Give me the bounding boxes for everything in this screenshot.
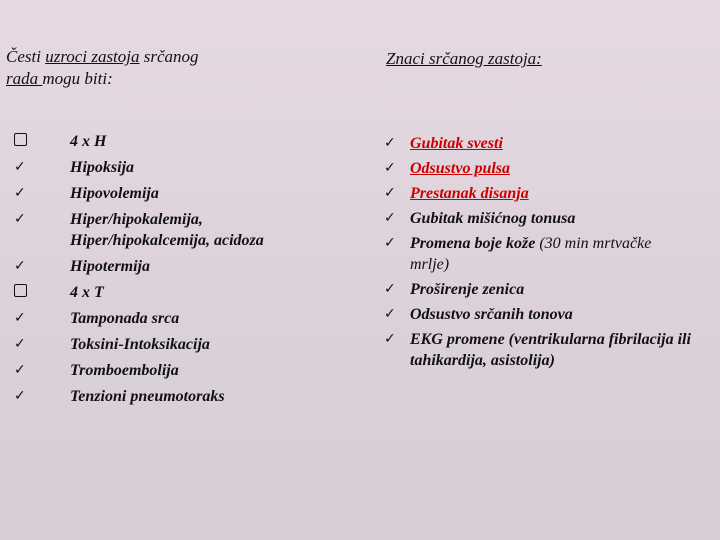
sign-item xyxy=(384,304,694,325)
sign-item xyxy=(384,183,694,204)
check-icon: ✓ xyxy=(384,160,396,176)
cause-item xyxy=(14,282,344,303)
sign-item xyxy=(384,329,694,371)
cause-text: Hipoksija xyxy=(70,159,135,176)
square-bullet-icon xyxy=(14,282,27,303)
right-heading-text: Znaci srčanog zastoja: xyxy=(386,49,542,68)
check-icon: ✓ xyxy=(384,235,396,251)
cause-text: Hipovolemija xyxy=(70,185,159,202)
sign-text: Promena boje kože xyxy=(410,235,536,252)
check-icon: ✓ xyxy=(14,185,26,201)
cause-text: Hipotermija xyxy=(70,258,150,275)
check-icon: ✓ xyxy=(384,281,396,297)
cause-text: 4 x H xyxy=(70,133,107,150)
sign-tail-text: (30 min mrtvačke mrlje) xyxy=(410,235,652,273)
check-icon: ✓ xyxy=(14,159,26,175)
cause-subtext: Hiper/hipokalcemija, acidoza xyxy=(70,232,264,249)
sign-item xyxy=(384,133,694,154)
cause-text: Tamponada srca xyxy=(70,310,180,327)
sign-item xyxy=(384,158,694,179)
left-heading-u1: uzroci zastoja xyxy=(45,47,140,66)
check-icon: ✓ xyxy=(384,185,396,201)
cause-item xyxy=(14,183,344,204)
left-heading-u2: rada xyxy=(6,69,43,88)
left-heading-b: srčanog xyxy=(139,47,199,66)
sign-text: EKG promene (ventrikularna fibrilacija ili tahikardija, asistolija) xyxy=(410,331,691,369)
check-icon: ✓ xyxy=(384,306,396,322)
causes-list xyxy=(14,131,344,412)
check-icon: ✓ xyxy=(14,336,26,352)
check-icon: ✓ xyxy=(14,258,26,274)
sign-text: Odsustvo pulsa xyxy=(410,160,511,177)
cause-item xyxy=(14,360,344,381)
check-icon: ✓ xyxy=(14,310,26,326)
cause-item xyxy=(14,131,344,152)
square-bullet-icon xyxy=(14,131,27,152)
cause-item xyxy=(14,308,344,329)
cause-text: Tromboembolija xyxy=(70,362,179,379)
cause-text: Hiper/hipokalemija, xyxy=(70,211,203,228)
left-heading-a: Česti xyxy=(6,47,46,66)
check-icon: ✓ xyxy=(14,388,26,404)
sign-text: Odsustvo srčanih tonova xyxy=(410,306,573,323)
sign-text: Gubitak mišićnog tonusa xyxy=(410,210,576,227)
sign-text: Gubitak svesti xyxy=(410,135,503,152)
sign-text: Prestanak disanja xyxy=(410,185,529,202)
left-heading xyxy=(6,46,306,90)
signs-list xyxy=(384,133,694,375)
sign-item xyxy=(384,279,694,300)
cause-text: Tenzioni pneumotoraks xyxy=(70,388,225,405)
sign-text: Proširenje zenica xyxy=(410,281,525,298)
cause-item xyxy=(14,386,344,407)
sign-item xyxy=(384,208,694,229)
cause-item xyxy=(14,334,344,355)
sign-item xyxy=(384,233,694,275)
check-icon: ✓ xyxy=(14,362,26,378)
cause-item xyxy=(14,256,344,277)
right-heading xyxy=(386,48,686,70)
cause-text: 4 x T xyxy=(70,284,104,301)
cause-item xyxy=(14,157,344,178)
cause-text: Toksini-Intoksikacija xyxy=(70,336,210,353)
check-icon: ✓ xyxy=(384,210,396,226)
left-heading-c: mogu biti: xyxy=(42,69,113,88)
check-icon: ✓ xyxy=(384,135,396,151)
check-icon: ✓ xyxy=(384,331,396,347)
cause-item xyxy=(14,209,344,251)
check-icon: ✓ xyxy=(14,211,26,227)
